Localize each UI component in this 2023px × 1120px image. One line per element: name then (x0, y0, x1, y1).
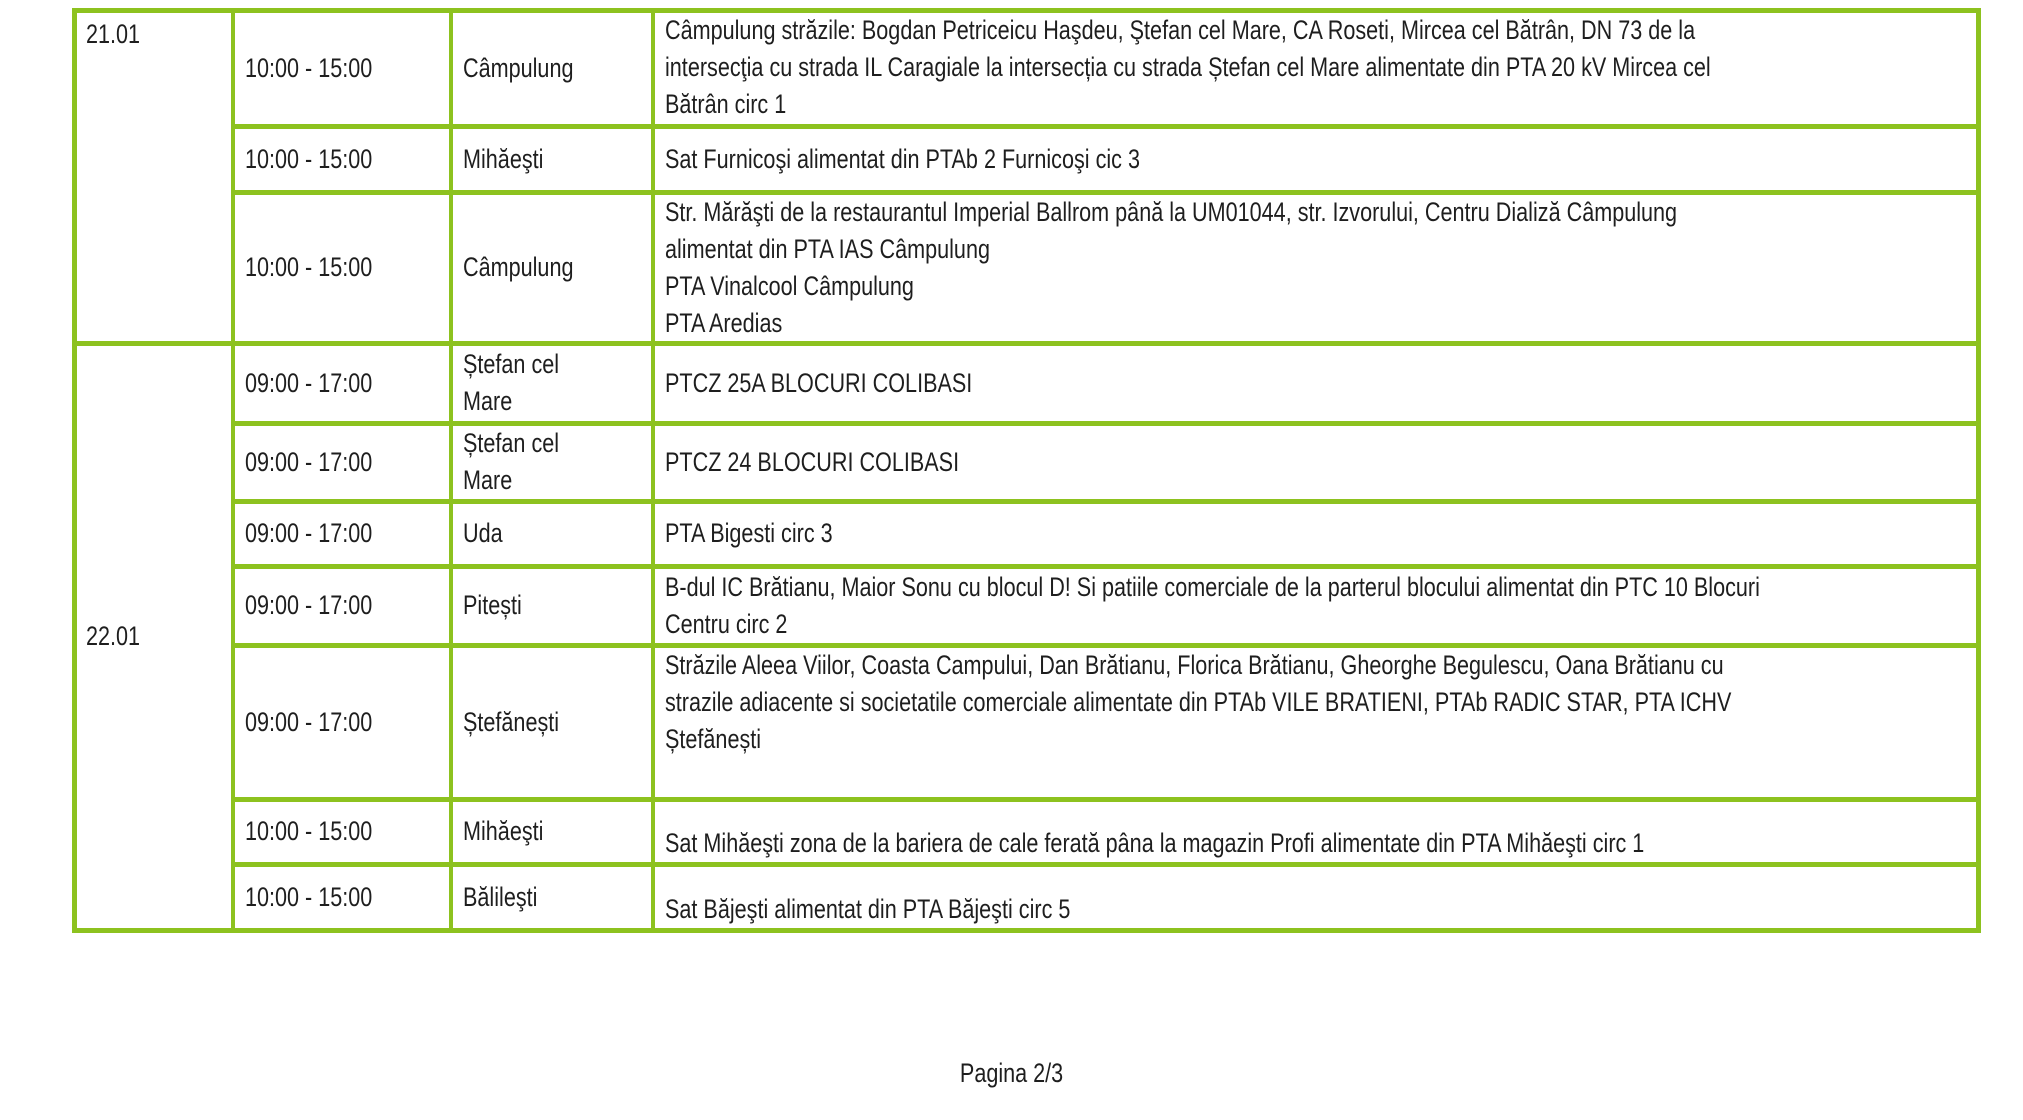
time-cell-line: 09:00 - 17:00 (245, 590, 373, 620)
location-cell (463, 501, 645, 566)
date-cell-line: 22.01 (86, 621, 141, 651)
description-cell-line: PTCZ 24 BLOCURI COLIBASI (665, 446, 960, 477)
description-cell (665, 423, 1970, 501)
location-cell-line: Mare (463, 465, 513, 495)
description-cell-line: intersecţia cu strada IL Caragiale la intersecția cu strada Ștefan cel Mare alimentate din PTA 20 kV Mircea cel (665, 52, 1711, 82)
time-cell-text (245, 587, 404, 624)
location-cell-line: Câmpulung (463, 252, 574, 282)
description-cell-text (665, 891, 1172, 928)
column-divider (449, 10, 453, 343)
time-cell-text (245, 515, 404, 552)
location-cell-text (463, 704, 583, 741)
description-cell-line: PTA Bigesti circ 3 (665, 518, 833, 548)
time-cell (245, 799, 443, 864)
time-cell-text (245, 365, 404, 402)
time-cell-text (245, 879, 404, 916)
description-cell-line: PTA Aredias (665, 308, 783, 338)
page-footer (0, 1058, 2023, 1089)
description-cell-text (665, 515, 875, 552)
time-cell-line: 10:00 - 15:00 (245, 52, 373, 83)
time-cell-text (245, 50, 404, 87)
time-cell (245, 192, 443, 343)
date-cell (86, 343, 225, 930)
description-cell (665, 566, 1970, 645)
location-cell-line: Pitești (463, 590, 522, 620)
location-cell-line: Bălileşti (463, 881, 538, 912)
table-border-left (72, 8, 77, 933)
location-cell-line: Ștefănești (463, 706, 560, 737)
time-cell-line: 10:00 - 15:00 (245, 816, 373, 846)
column-divider (651, 10, 655, 343)
description-cell (665, 799, 1970, 864)
location-cell-text (463, 587, 537, 624)
location-cell-line: Câmpulung (463, 52, 574, 83)
location-cell (463, 423, 645, 501)
location-cell-line: Mihăeşti (463, 816, 544, 846)
location-cell-line: Ștefan cel (463, 428, 560, 458)
description-cell-line: strazile adiacente si societatile comerciale alimentate din PTAb VILE BRATIENI, PTAb RADIC STAR, PTA ICHV (665, 687, 1732, 717)
time-cell (245, 343, 443, 423)
description-cell-text (665, 12, 1970, 123)
time-cell-text (245, 704, 404, 741)
description-cell-text (665, 194, 1930, 342)
description-cell-line: PTCZ 25A BLOCURI COLIBASI (665, 367, 973, 398)
description-cell (665, 126, 1970, 192)
location-cell-line: Mihăeşti (463, 143, 544, 174)
description-cell-line: Câmpulung străzile: Bogdan Petriceicu Haşdeu, Ştefan cel Mare, CA Roseti, Mircea cel Bătrân, DN 73 de la (665, 15, 1696, 45)
description-cell (665, 192, 1970, 343)
location-cell-text (463, 346, 583, 420)
location-cell-text (463, 515, 513, 552)
time-cell-text (245, 444, 404, 481)
description-cell (665, 864, 1970, 930)
time-cell-text (245, 249, 404, 286)
location-cell-text (463, 425, 583, 499)
location-cell (463, 566, 645, 645)
description-cell (665, 645, 1970, 799)
column-divider (651, 343, 655, 930)
date-cell-text (86, 618, 154, 655)
description-cell-text (665, 569, 1970, 643)
time-cell-line: 10:00 - 15:00 (245, 881, 373, 912)
description-cell-line: PTA Vinalcool Câmpulung (665, 271, 914, 301)
location-cell-line: Mare (463, 386, 513, 416)
table-border-right (1976, 8, 1981, 933)
description-cell-line: Sat Băjeşti alimentat din PTA Băjeşti circ 5 (665, 894, 1071, 924)
description-cell-text (665, 825, 1889, 862)
description-cell (665, 10, 1970, 126)
location-cell-text (463, 50, 601, 87)
description-cell-line: Centru circ 2 (665, 608, 788, 639)
description-cell-line: Străzile Aleea Viilor, Coasta Campului, Dan Brătianu, Florica Brătianu, Gheorghe Begulescu, Oana Brătianu cu (665, 650, 1724, 680)
date-cell (86, 16, 225, 343)
time-cell (245, 10, 443, 126)
location-cell-line: Ștefan cel (463, 349, 560, 379)
time-cell (245, 501, 443, 566)
description-cell-line: Str. Mărăşti de la restaurantul Imperial Ballrom până la UM01044, str. Izvorului, Centru Dializă Câmpulung (665, 197, 1678, 227)
column-divider (231, 343, 235, 930)
description-cell-line: Bătrân circ 1 (665, 89, 787, 119)
location-cell-text (463, 879, 556, 916)
location-cell-line: Uda (463, 518, 503, 548)
time-cell-line: 10:00 - 15:00 (245, 252, 373, 282)
description-cell-line: Sat Furnicoşi alimentat din PTAb 2 Furnicoşi cic 3 (665, 143, 1140, 174)
time-cell-line: 09:00 - 17:00 (245, 706, 373, 737)
time-cell-text (245, 813, 404, 850)
description-cell-text (665, 141, 1259, 178)
description-cell-line: alimentat din PTA IAS Câmpulung (665, 234, 990, 264)
description-cell-text (665, 444, 1033, 481)
location-cell-text (463, 249, 601, 286)
time-cell (245, 423, 443, 501)
location-cell (463, 10, 645, 126)
description-cell (665, 343, 1970, 423)
time-cell (245, 566, 443, 645)
location-cell (463, 645, 645, 799)
time-cell (245, 126, 443, 192)
time-cell-text (245, 141, 404, 178)
location-cell (463, 343, 645, 423)
description-cell-line: B-dul IC Brătianu, Maior Sonu cu blocul D! Si patiile comerciale de la parterul blocului alimentat din PTC 10 Blocuri (665, 571, 1760, 602)
location-cell (463, 126, 645, 192)
time-cell-line: 09:00 - 17:00 (245, 518, 373, 548)
time-cell (245, 645, 443, 799)
time-cell-line: 09:00 - 17:00 (245, 446, 373, 477)
time-cell-line: 10:00 - 15:00 (245, 143, 373, 174)
description-cell-line: Ștefănești (665, 724, 762, 754)
location-cell-text (463, 813, 564, 850)
time-cell-line: 09:00 - 17:00 (245, 367, 373, 398)
date-cell-line: 21.01 (86, 19, 141, 49)
page-number: Pagina 2/3 (959, 1058, 1064, 1088)
description-cell-text (665, 365, 1049, 402)
location-cell (463, 864, 645, 930)
description-cell (665, 501, 1970, 566)
location-cell (463, 192, 645, 343)
column-divider (449, 343, 453, 930)
description-cell-text (665, 647, 1970, 758)
time-cell (245, 864, 443, 930)
description-cell-line: Sat Mihăeşti zona de la bariera de cale ferată pâna la magazin Profi alimentate din PTA Mihăeşti circ 1 (665, 828, 1645, 858)
date-cell-text (86, 16, 154, 53)
location-cell-text (463, 141, 564, 178)
column-divider (231, 10, 235, 343)
location-cell (463, 799, 645, 864)
